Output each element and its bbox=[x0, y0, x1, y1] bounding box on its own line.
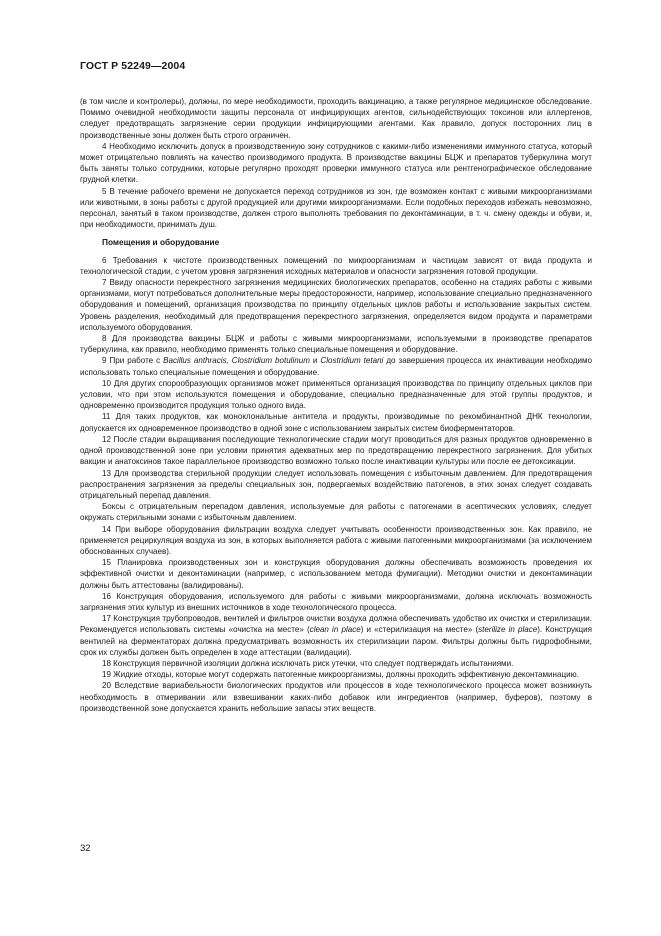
paragraph-9-text-c: и bbox=[309, 356, 321, 366]
paragraph-17-term-b: sterilize in place bbox=[478, 625, 538, 635]
paragraph-10: 10 Для других спорообразующих организмов может применяться организация производства по принципу отдельных циклов при условии, что при этом используются помещения и оборудование, специально предназначенные для этой группы продуктов, и одновременно производится продукция только одного вида. bbox=[80, 378, 592, 411]
paragraph-9 bbox=[80, 355, 592, 377]
paragraph-9-text-e: до завершения процесса их инактивации необходимо использовать только специальные помещения и оборудование. bbox=[80, 356, 593, 377]
paragraph-17-text-c: ) и «стерилизация на месте» ( bbox=[360, 625, 479, 635]
paragraph-6: 6 Требования к чистоте производственных помещений по микроорганизмам и частицам зависят от вида продукта и технологической стадии, с учетом уровня загрязнения исходных материалов и опасности загрязнения готовой продукции. bbox=[80, 255, 592, 276]
section-heading: Помещения и оборудование bbox=[102, 237, 220, 248]
paragraph-5: 5 В течение рабочего времени не допускается переход сотрудников из зон, где возможен контакт с живыми микроорганизмами или животными, в зоны работы с другой продукцией или другими микроорганизмами. Если подобных переходов избежать невозможно, персонал, занятый в таком производстве, должен строго выполнять требования по деконтаминации, в т. ч. смену одежды и обуви, и, при необходимости, принимать душ. bbox=[80, 186, 592, 230]
paragraph-7: 7 Ввиду опасности перекрестного загрязнения медицинских биологических препаратов, особенно на стадиях работы с живыми организмами, могут потребоваться дополнительные меры предосторожности, например, использование специально предназначенного оборудования и помещений, организация производства по принципу отдельных циклов работы и использование закрытых систем. Уровень разделения, необходимый для предотвращения перекрестного загрязнения, определяется видом продукта и параметрами используемого оборудования. bbox=[80, 278, 592, 332]
paragraph-17-term-a: clean in place bbox=[309, 625, 361, 635]
paragraph-13: 13 Для производства стерильной продукции следует использовать помещения с избыточным давлением. Для предотвращения распространения загрязнения за пределы специальных зон, подвергаемых воздействию патогенов, в этих зонах следует создавать отрицательный перепад давления. bbox=[80, 468, 592, 500]
paragraph-4: 4 Необходимо исключить допуск в производственную зону сотрудников с какими-либо изменениями иммунного статуса, который может отрицательно повлиять на качество производимого продукта. В производстве вакцины БЦЖ и препаратов туберкулина могут быть заняты только сотрудники, которые регулярно проходят проверки иммунного статуса или рентгенографическое обследование грудной клетки. bbox=[80, 141, 592, 185]
paragraph-18: 18 Конструкция первичной изоляции должна исключать риск утечки, что следует подтверждать испытаниями. bbox=[102, 658, 514, 668]
paragraph-9-species-a: Bacillus anthracis, Clostridium botulinum bbox=[163, 356, 310, 366]
page-number: 32 bbox=[80, 843, 91, 854]
paragraph-17 bbox=[80, 613, 592, 658]
paragraph-continuation: (в том числе и контролеры), должны, по мере необходимости, проходить вакцинацию, а также регулярное медицинское обследование. Помимо очевидной необходимости защиты персонала от инфицирующих агентов, сильнодействующих токсинов или аллергенов, следует предотвращать загрязнение серии продукции инфицирующими агентами. Как правило, допуск посторонних лиц в производственные зоны должен быть строго ограничен. bbox=[80, 97, 592, 140]
paragraph-19: 19 Жидкие отходы, которые могут содержать патогенные микроорганизмы, должны проходить эффективную деконтаминацию. bbox=[102, 670, 579, 680]
paragraph-17-text-a: 17 Конструкция трубопроводов, вентилей и фильтров очистки воздуха должна обеспечивать удобство их очистки и стерилизации. Рекомендуется использовать системы «очистка на месте» ( bbox=[80, 614, 592, 635]
paragraph-8: 8 Для производства вакцины БЦЖ и работы с живыми микроорганизмами, используемыми в производстве препаратов туберкулина, как правило, необходимо применять только специальные помещения и оборудование. bbox=[80, 334, 592, 355]
paragraph-11: 11 Для таких продуктов, как моноклональные антитела и продукты, производимые по рекомбинантной ДНК технологии, допускается их одновременное производство в одной зоне с использованием закрытых систем биоферментаторов. bbox=[80, 412, 592, 433]
paragraph-13-boxes: Боксы с отрицательным перепадом давления, используемые для работы с патогенами в асептических условиях, следует окружать стерильными зонами с избыточным давлением. bbox=[80, 502, 592, 523]
paragraph-17-text-e: ). Конструкция вентилей на ферментаторах должна предусматривать возможность их стерилизации паром. Фильтры должны быть гидрофобными, срок их службы должен быть определен в ходе аттестации (валидации). bbox=[80, 625, 593, 657]
document-body bbox=[80, 96, 592, 714]
paragraph-16: 16 Конструкция оборудования, используемого для работы с живыми микроорганизмами, должна исключать возможность загрязнения этих культур из внешних источников в ходе технологического процесса. bbox=[80, 591, 592, 612]
paragraph-20: 20 Вследствие вариабельности биологических продуктов или процессов в ходе технологического процесса может возникнуть необходимость в отмеривании или взвешивании каких-либо добавок или ингредиентов (например, буферов), поэтому в производственной зоне допускается хранить небольшие запасы этих веществ. bbox=[80, 681, 592, 713]
paragraph-15: 15 Планировка производственных зон и конструкция оборудования должны обеспечивать возможность проведения их эффективной очистки и деконтаминации (например, с использованием метода фумигации). Методики очистки и деконтаминации должны быть аттестованы (валидированы). bbox=[80, 558, 592, 590]
paragraph-12: 12 После стадии выращивания последующие технологические стадии могут проводиться для разных продуктов одновременно в одной производственной зоне при условии принятия адекватных мер по предотвращению перекрестного загрязнения. Для убитых вакцин и анатоксинов такое параллельное производство возможно только после инактивации культуры или после ее детоксикации. bbox=[80, 434, 592, 467]
paragraph-9-text-a: 9 При работе с bbox=[102, 356, 164, 366]
document-header: ГОСТ Р 52249—2004 bbox=[80, 60, 186, 72]
paragraph-9-species-b: Clostridium tetani bbox=[320, 356, 384, 366]
paragraph-14: 14 При выборе оборудования фильтрации воздуха следует учитывать особенности производственных зон. Как правило, не применяется рециркуляция воздуха из зон, в которых выполняется работа с живыми патогенными микроорганизмами (за исключением обоснованных случаев). bbox=[80, 524, 592, 556]
